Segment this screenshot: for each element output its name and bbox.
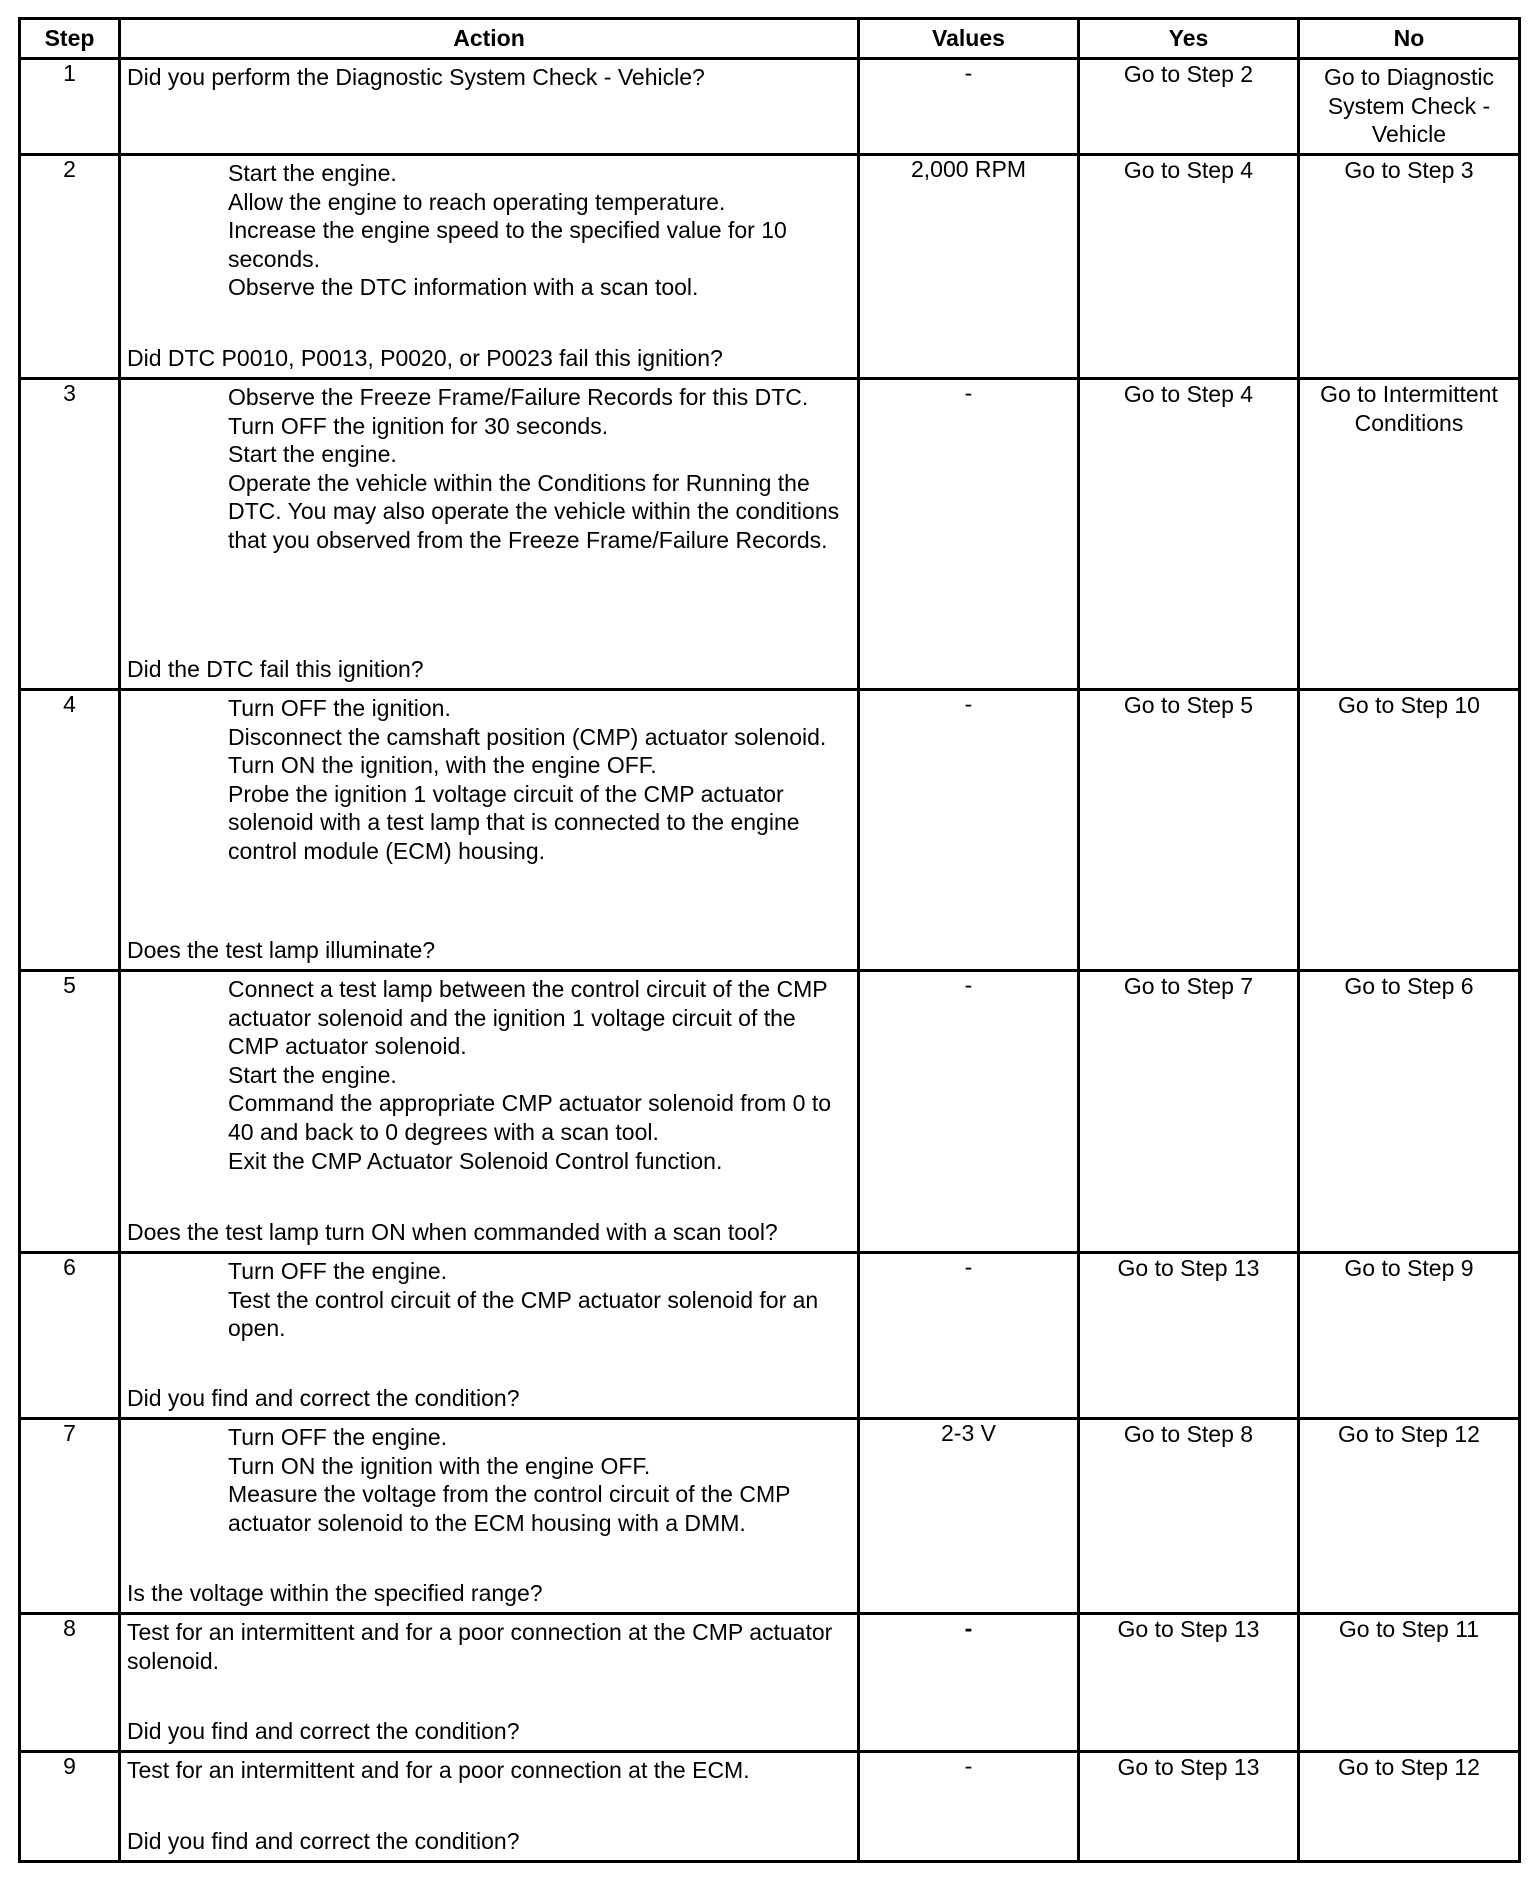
- action-question: Does the test lamp illuminate?: [127, 937, 436, 964]
- action-question: Did the DTC fail this ignition?: [127, 656, 424, 683]
- value-cell: [859, 379, 1079, 690]
- instruction-line: Turn OFF the ignition for 30 seconds.: [228, 412, 609, 439]
- instruction-line: Turn OFF the ignition.: [228, 695, 451, 721]
- no-link[interactable]: Go to Step 6: [1299, 971, 1520, 1253]
- instruction-line: Connect a test lamp between the control circuit of the CMP actuator solenoid and the ignition 1 voltage circuit of the CMP actuator solenoid.: [228, 976, 828, 1060]
- header-no: No: [1299, 19, 1520, 59]
- no-link[interactable]: Go to Step 3: [1299, 155, 1520, 379]
- action-content: [121, 1420, 857, 1612]
- step-number: 5: [20, 971, 120, 1253]
- header-row: [20, 19, 1520, 59]
- action-content: [121, 156, 857, 377]
- value-text: 2,000 RPM: [910, 156, 1027, 182]
- value-cell: [859, 155, 1079, 379]
- value-cell: [859, 1253, 1079, 1419]
- value-cell: [859, 971, 1079, 1253]
- yes-link[interactable]: Go to Step 13: [1079, 1752, 1299, 1862]
- yes-link[interactable]: Go to Step 13: [1079, 1253, 1299, 1419]
- value-text: -: [964, 380, 973, 406]
- action-content: [121, 1753, 857, 1860]
- action-cell: [120, 690, 859, 971]
- value-text: -: [964, 972, 973, 998]
- no-link[interactable]: Go to Step 10: [1299, 690, 1520, 971]
- action-question: Did you perform the Diagnostic System Check - Vehicle?: [127, 64, 705, 90]
- value-text: 2-3 V: [941, 1420, 996, 1446]
- instruction-line: Exit the CMP Actuator Solenoid Control function.: [228, 1147, 723, 1174]
- step-number: 4: [20, 690, 120, 971]
- action-question: Did DTC P0010, P0013, P0020, or P0023 fail this ignition?: [127, 345, 723, 372]
- value-text: -: [964, 60, 973, 86]
- value-text: -: [964, 1254, 973, 1280]
- instruction-line: Observe the Freeze Frame/Failure Records for this DTC.: [228, 384, 809, 410]
- action-content: [121, 1615, 857, 1750]
- action-content: [121, 380, 857, 688]
- value-text: -: [964, 1753, 973, 1779]
- value-text: -: [964, 1615, 973, 1641]
- action-cell: [120, 1419, 859, 1614]
- action-cell: [120, 971, 859, 1253]
- yes-link[interactable]: Go to Step 5: [1079, 690, 1299, 971]
- action-instructions: [127, 383, 849, 555]
- table-row: [20, 1253, 1520, 1419]
- value-text: -: [964, 691, 973, 717]
- action-cell: [120, 1752, 859, 1862]
- action-cell: [120, 155, 859, 379]
- instruction-line: Command the appropriate CMP actuator solenoid from 0 to 40 and back to 0 degrees with a scan tool.: [228, 1090, 831, 1145]
- no-link[interactable]: Go to Intermittent Conditions: [1299, 379, 1520, 690]
- instruction-line: Observe the DTC information with a scan tool.: [228, 274, 699, 301]
- step-number: 2: [20, 155, 120, 379]
- instruction-line: Test the control circuit of the CMP actuator solenoid for an open.: [228, 1286, 819, 1342]
- yes-link[interactable]: Go to Step 13: [1079, 1614, 1299, 1752]
- instruction-line: Start the engine.: [228, 1061, 397, 1088]
- action-question: Did you find and correct the condition?: [127, 1718, 520, 1745]
- action-question: Did you find and correct the condition?: [127, 1828, 520, 1855]
- table-row: [20, 690, 1520, 971]
- instruction-line: Allow the engine to reach operating temperature.: [228, 188, 726, 215]
- instruction-line: Probe the ignition 1 voltage circuit of the CMP actuator solenoid with a test lamp that is connected to the engine control module (ECM) housing.: [228, 780, 800, 864]
- action-question: Is the voltage within the specified range?: [127, 1580, 543, 1607]
- yes-link[interactable]: Go to Step 2: [1079, 59, 1299, 155]
- yes-link[interactable]: Go to Step 4: [1079, 155, 1299, 379]
- no-link[interactable]: Go to Diagnostic System Check - Vehicle: [1299, 59, 1520, 155]
- value-cell: [859, 690, 1079, 971]
- instruction-line: Measure the voltage from the control circuit of the CMP actuator solenoid to the ECM housing with a DMM.: [228, 1481, 791, 1536]
- no-link[interactable]: Go to Step 9: [1299, 1253, 1520, 1419]
- action-instructions: Test for an intermittent and for a poor connection at the CMP actuator solenoid.: [127, 1619, 833, 1674]
- action-cell: [120, 1253, 859, 1419]
- action-question: Does the test lamp turn ON when commanded with a scan tool?: [127, 1219, 778, 1246]
- instruction-line: Start the engine.: [228, 160, 397, 186]
- yes-link[interactable]: Go to Step 8: [1079, 1419, 1299, 1614]
- instruction-line: Increase the engine speed to the specified value for 10 seconds.: [228, 217, 787, 272]
- value-cell: [859, 1614, 1079, 1752]
- instruction-line: Operate the vehicle within the Conditions for Running the DTC. You may also operate the vehicle within the conditions that you observed from the Freeze Frame/Failure Records.: [228, 469, 840, 553]
- action-instructions: [127, 1423, 849, 1537]
- step-number: 1: [20, 59, 120, 155]
- step-number: 3: [20, 379, 120, 690]
- action-cell: [120, 59, 859, 155]
- action-instructions: Test for an intermittent and for a poor connection at the ECM.: [127, 1757, 750, 1783]
- no-link[interactable]: Go to Step 12: [1299, 1752, 1520, 1862]
- instruction-line: Start the engine.: [228, 441, 397, 468]
- action-instructions: [127, 694, 849, 866]
- action-content: [121, 972, 857, 1251]
- value-cell: [859, 59, 1079, 155]
- step-number: 8: [20, 1614, 120, 1752]
- table-row: [20, 1614, 1520, 1752]
- instruction-line: Disconnect the camshaft position (CMP) actuator solenoid.: [228, 723, 827, 750]
- step-number: 9: [20, 1752, 120, 1862]
- action-instructions: [127, 1257, 849, 1343]
- value-cell: [859, 1752, 1079, 1862]
- table-row: [20, 1752, 1520, 1862]
- instruction-line: Turn OFF the engine.: [228, 1424, 448, 1450]
- action-content: [121, 1254, 857, 1417]
- header-action: Action: [120, 19, 859, 59]
- instruction-line: Turn OFF the engine.: [228, 1258, 448, 1284]
- header-yes: Yes: [1079, 19, 1299, 59]
- action-cell: [120, 379, 859, 690]
- value-cell: [859, 1419, 1079, 1614]
- header-values: Values: [859, 19, 1079, 59]
- instruction-line: Turn ON the ignition with the engine OFF.: [228, 1452, 651, 1479]
- table-row: [20, 971, 1520, 1253]
- instruction-line: Turn ON the ignition, with the engine OFF.: [228, 752, 657, 779]
- action-instructions: [127, 159, 849, 302]
- step-number: 7: [20, 1419, 120, 1614]
- action-instructions: [127, 975, 849, 1175]
- action-question: Did you find and correct the condition?: [127, 1385, 520, 1412]
- table-row: [20, 1419, 1520, 1614]
- yes-link[interactable]: Go to Step 4: [1079, 379, 1299, 690]
- yes-link[interactable]: Go to Step 7: [1079, 971, 1299, 1253]
- table-row: [20, 155, 1520, 379]
- action-content: [121, 691, 857, 969]
- action-content: [121, 60, 857, 153]
- header-step: Step: [20, 19, 120, 59]
- action-cell: [120, 1614, 859, 1752]
- step-number: 6: [20, 1253, 120, 1419]
- no-link[interactable]: Go to Step 12: [1299, 1419, 1520, 1614]
- no-link[interactable]: Go to Step 11: [1299, 1614, 1520, 1752]
- diagnostic-table: [18, 17, 1521, 1863]
- table-row: [20, 59, 1520, 155]
- table-row: [20, 379, 1520, 690]
